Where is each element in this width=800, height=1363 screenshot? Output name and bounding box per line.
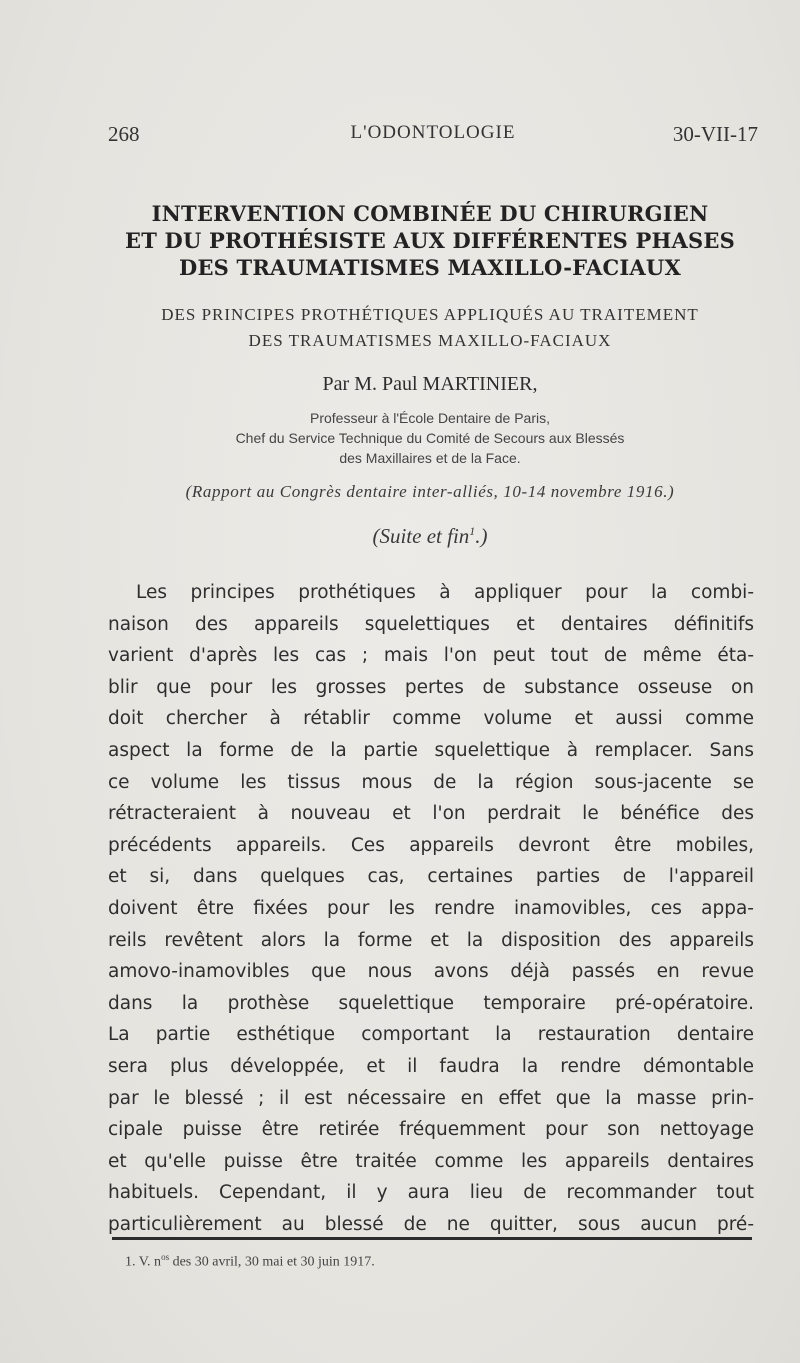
author-line: Par M. Paul MARTINIER, xyxy=(322,373,538,395)
journal-name: L'ODONTOLOGIE xyxy=(350,122,516,143)
footnote-text: des 30 avril, 30 mai et 30 juin 1917. xyxy=(169,1254,375,1270)
author-affiliation xyxy=(100,408,760,468)
continuation-text: (Suite et fin xyxy=(372,524,470,548)
affiliation-line: Professeur à l'École Dentaire de Paris, xyxy=(309,410,550,426)
footnote-rule xyxy=(112,1237,752,1240)
body-line: Les principes prothétiques à appliquer pour la combi- xyxy=(136,582,754,603)
report-note: (Rapport au Congrès dentaire inter-alliés, 10-14 novembre 1916.) xyxy=(185,482,675,501)
body-text xyxy=(108,577,754,1240)
body-line: La partie esthétique comportant la restauration dentaire xyxy=(108,1024,754,1046)
body-line: rétracteraient à nouveau et l'on perdrait le bénéfice des xyxy=(108,803,754,825)
body-line: amovo-inamovibles que nous avons déjà passés en revue xyxy=(108,961,754,983)
body-line: doivent être fixées pour les rendre inamovibles, ces appa- xyxy=(108,897,754,919)
body-line: sera plus développée, et il faudra la rendre démontable xyxy=(108,1055,754,1077)
footnote-pre: V. n xyxy=(138,1254,162,1270)
affiliation-line: des Maxillaires et de la Face. xyxy=(339,450,521,466)
continuation-close: .) xyxy=(475,524,488,548)
article-title xyxy=(100,200,760,281)
body-line: particulièrement au blessé de ne quitter, sous aucun pré- xyxy=(108,1213,754,1235)
title-line: ET DU PROTHÉSISTE AUX DIFFÉRENTES PHASES xyxy=(125,228,735,253)
body-line: et qu'elle puisse être traitée comme les appareils dentaires xyxy=(108,1150,754,1172)
body-line: précédents appareils. Ces appareils devront être mobiles, xyxy=(108,834,754,856)
running-head xyxy=(108,122,758,146)
body-line: naison des appareils squelettiques et dentaires définitifs xyxy=(108,613,754,635)
body-line: par le blessé ; il est nécessaire en effet que la masse prin- xyxy=(108,1087,754,1109)
footnote-marker: 1 xyxy=(469,524,476,538)
body-line: varient d'après les cas ; mais l'on peut tout de même éta- xyxy=(108,645,754,667)
body-line: doit chercher à rétablir comme volume et aussi comme xyxy=(108,708,754,730)
body-line: dans la prothèse squelettique temporaire pré-opératoire. xyxy=(108,992,754,1014)
title-line: INTERVENTION COMBINÉE DU CHIRURGIEN xyxy=(151,201,709,226)
body-line: blir que pour les grosses pertes de substance osseuse on xyxy=(108,676,754,698)
subtitle-line: DES TRAUMATISMES MAXILLO-FACIAUX xyxy=(248,331,612,350)
title-line: DES TRAUMATISMES MAXILLO-FACIAUX xyxy=(179,255,681,280)
body-line: aspect la forme de la partie squelettique à remplacer. Sans xyxy=(108,739,754,761)
footnote-number: 1. xyxy=(125,1254,136,1270)
body-line: ce volume les tissus mous de la région sous-jacente se xyxy=(108,771,754,793)
footnote xyxy=(125,1252,375,1271)
body-line: et si, dans quelques cas, certaines parties de l'appareil xyxy=(108,866,754,888)
footnote-sup: os xyxy=(161,1252,170,1262)
issue-date: 30-VII-17 xyxy=(672,122,758,146)
article-subtitle xyxy=(100,302,760,354)
continuation-note xyxy=(100,524,760,549)
body-line: cipale puisse être retirée fréquemment pour son nettoyage xyxy=(108,1119,754,1141)
affiliation-line: Chef du Service Technique du Comité de Secours aux Blessés xyxy=(235,430,625,446)
body-line: habituels. Cependant, il y aura lieu de recommander tout xyxy=(108,1182,754,1204)
subtitle-line: DES PRINCIPES PROTHÉTIQUES APPLIQUÉS AU TRAITEMENT xyxy=(161,305,699,324)
body-line: reils revêtent alors la forme et la disposition des appareils xyxy=(108,929,754,951)
page-number: 268 xyxy=(108,122,140,146)
